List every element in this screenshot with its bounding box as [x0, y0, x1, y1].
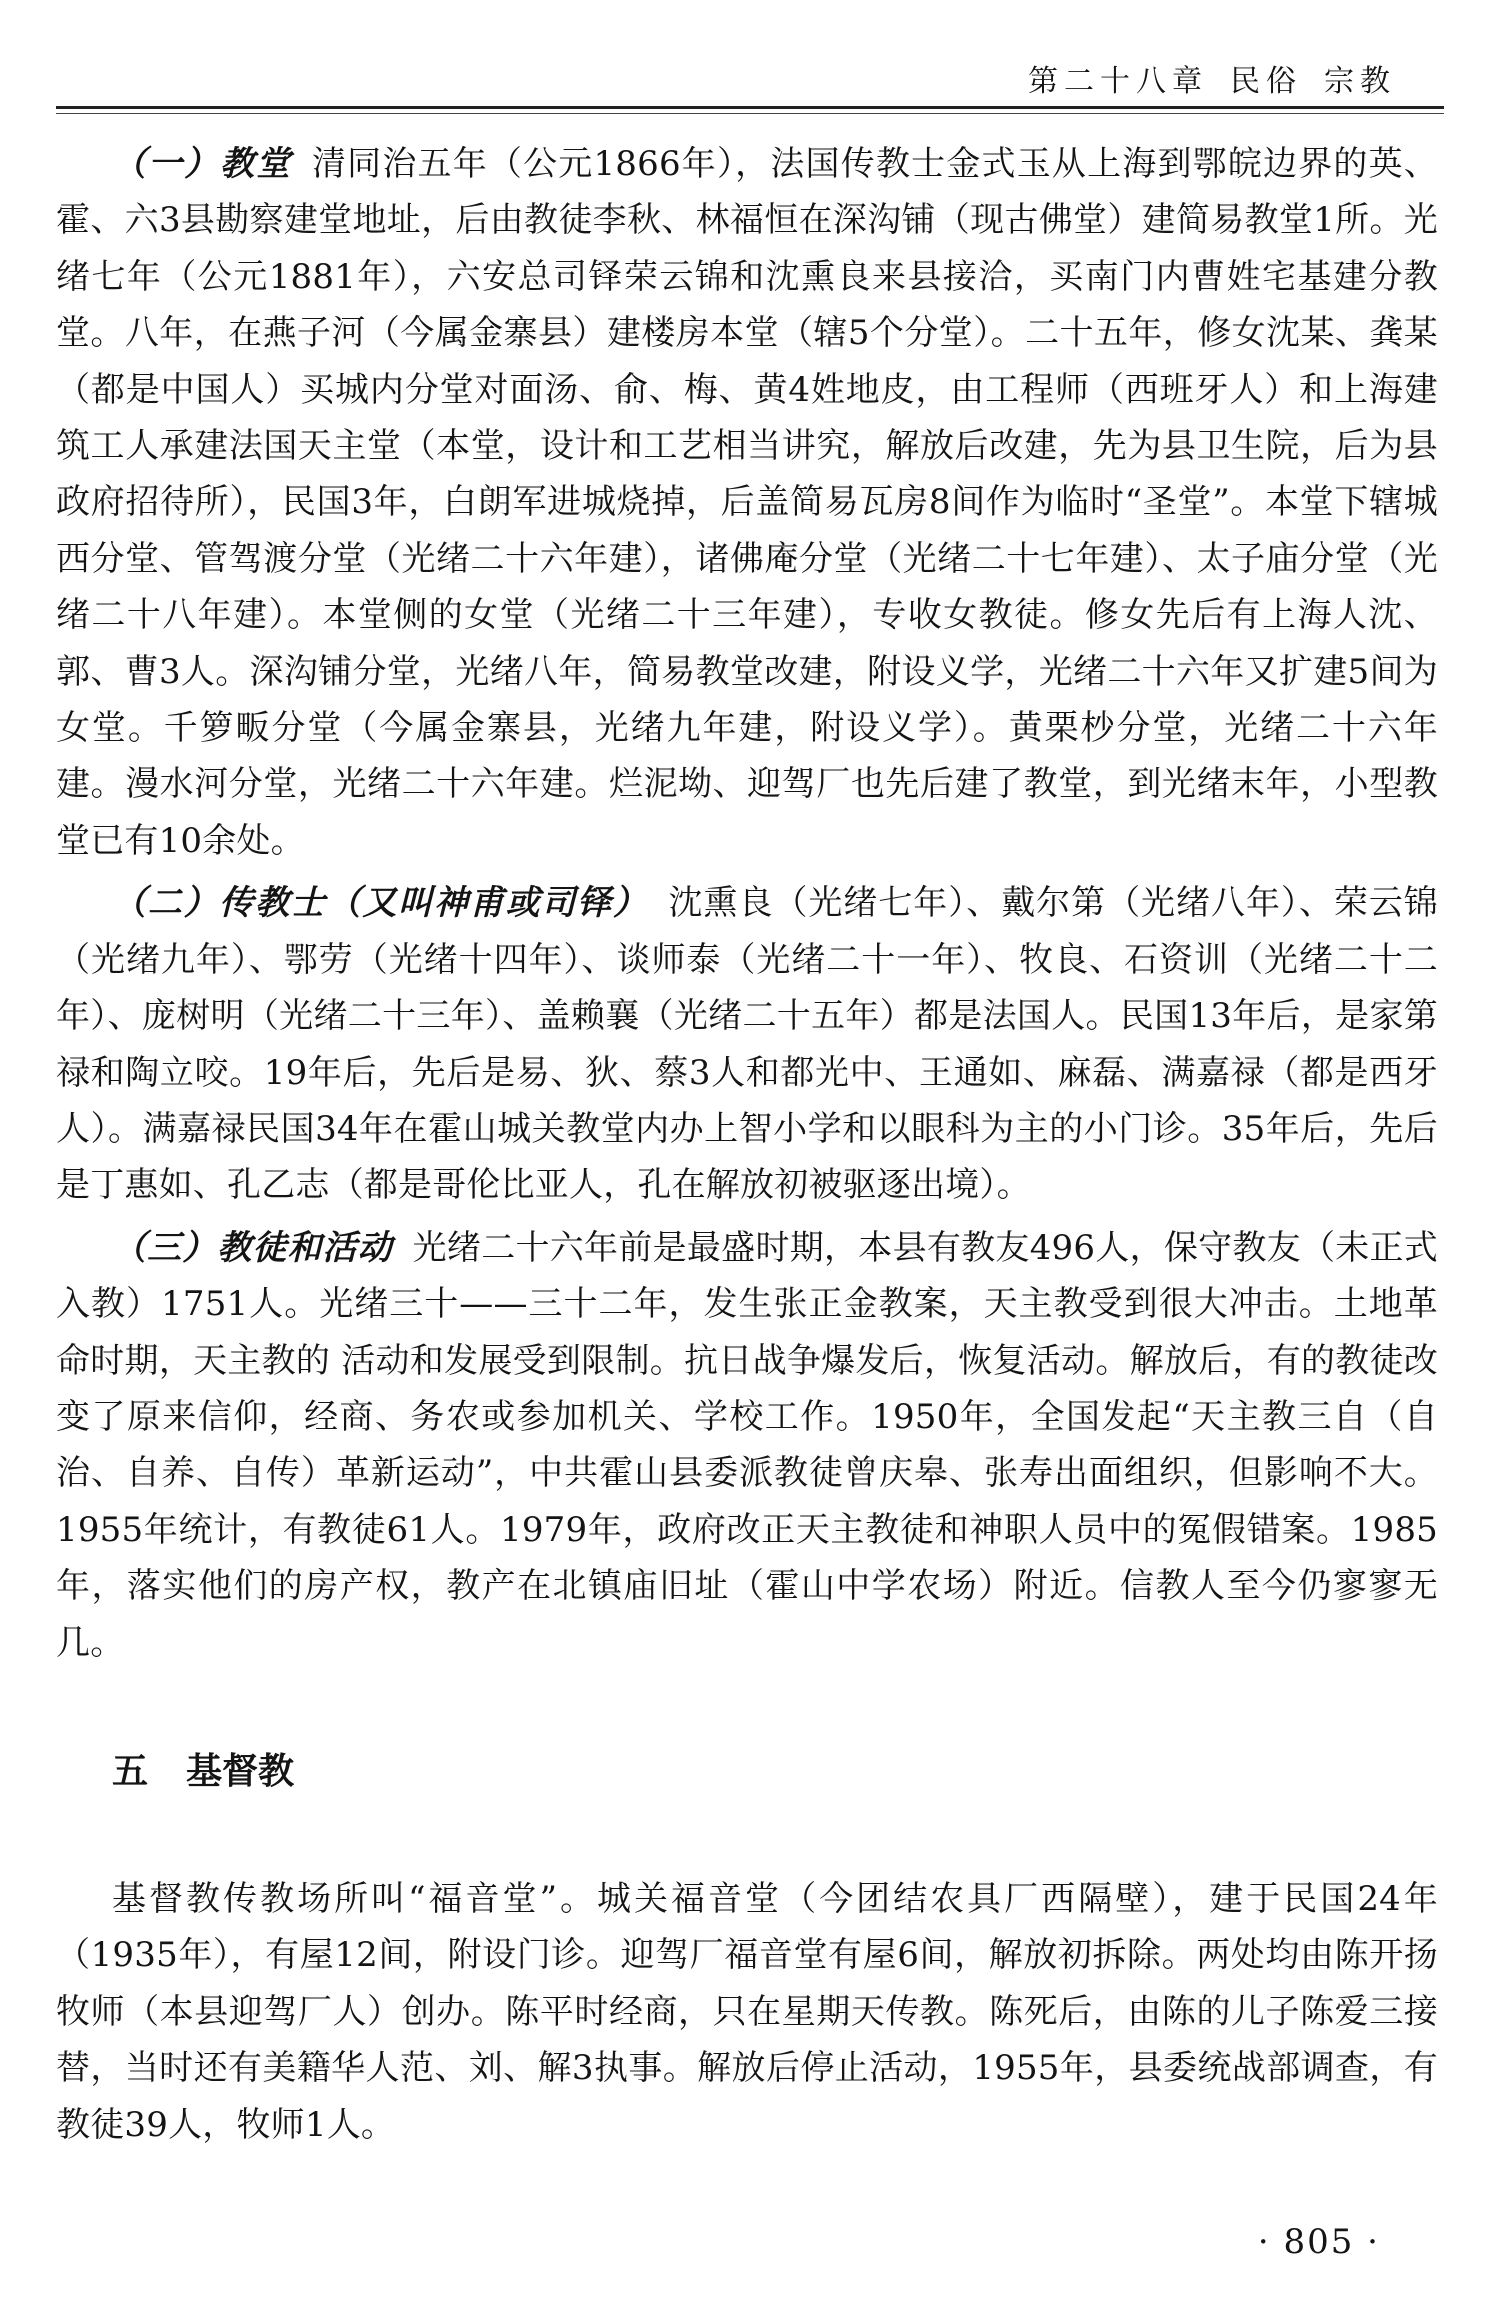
page-number: · 805 ·: [1257, 2222, 1380, 2262]
header-rule-thin: [56, 113, 1444, 114]
paragraph-label: （一）教堂: [112, 144, 292, 184]
section-title: 基督教: [186, 1749, 295, 1792]
section-heading: [56, 1743, 1438, 1799]
paragraph-churches: [56, 136, 1438, 869]
paragraph-text: 基督教传教场所叫“福音堂”。城关福音堂（今团结农具厂西隔壁），建于民国24年（1935年），有屋12间，附设门诊。迎驾厂福音堂有屋6间，解放初拆除。两处均由陈开扬牧师（本县迎驾厂人）创办。陈平时经商，只在星期天传教。陈死后，由陈的儿子陈爱三接替，当时还有美籍华人范、刘、解3执事。解放后停止活动，1955年，县委统战部调查，有教徒39人，牧师1人。: [56, 1878, 1438, 2145]
header-topic: 宗教: [1324, 64, 1396, 99]
paragraph-text: 光绪二十六年前是最盛时期，本县有教友496人，保守教友（未正式入教）1751人。光绪三十——三十二年，发生张正金教案，天主教受到很大冲击。土地革命时期，天主教的 活动和发展受到限制。抗日战争爆发后，恢复活动。解放后，有的教徒改变了原来信仰，经商、务农或参加机关、学校工作。1950年，全国发起“天主教三自（自治、自养、自传）革新运动”，中共霍山县委派教徒曾庆皋、张寿出面组织，但影响不大。1955年统计，有教徒61人。1979年，政府改正天主教徒和神职人员中的冤假错案。1985年，落实他们的房产权，教产在北镇庙旧址（霍山中学农场）附近。信教人至今仍寥寥无几。: [56, 1227, 1439, 1663]
paragraph-label: （三）教徒和活动: [112, 1227, 393, 1268]
paragraph-label: （二）传教士（又叫神甫或司铎）: [112, 883, 649, 924]
paragraph-missionaries: [56, 875, 1438, 1213]
running-header: [1006, 56, 1396, 100]
page-body: [56, 136, 1438, 2159]
header-section: 民俗: [1230, 64, 1302, 99]
section-number: 五: [112, 1749, 149, 1792]
paragraph-text: 清同治五年（公元1866年），法国传教士金式玉从上海到鄂皖边界的英、霍、六3县勘察建堂地址，后由教徒李秋、林福恒在深沟铺（现古佛堂）建简易教堂1所。光绪七年（公元1881年），六安总司铎荣云锦和沈熏良来县接洽，买南门内曹姓宅基建分教堂。八年，在燕子河（今属金寨县）建楼房本堂（辖5个分堂）。二十五年，修女沈某、龚某（都是中国人）买城内分堂对面汤、俞、梅、黄4姓地皮，由工程师（西班牙人）和上海建筑工人承建法国天主堂（本堂，设计和工艺相当讲究，解放后改建，先为县卫生院，后为县政府招待所），民国3年，白朗军进城烧掉，后盖简易瓦房8间作为临时“圣堂”。本堂下辖城西分堂、管驾渡分堂（光绪二十六年建），诸佛庵分堂（光绪二十七年建）、太子庙分堂（光绪二十八年建）。本堂侧的女堂（光绪二十三年建），专收女教徒。修女先后有上海人沈、郭、曹3人。深沟铺分堂，光绪八年，简易教堂改建，附设义学，光绪二十六年又扩建5间为女堂。千箩畈分堂（今属金寨县，光绪九年建，附设义学）。黄栗杪分堂，光绪二十六年建。漫水河分堂，光绪二十六年建。烂泥坳、迎驾厂也先后建了教堂，到光绪末年，小型教堂已有10余处。: [56, 144, 1438, 861]
header-rule-thick: [56, 106, 1444, 109]
paragraph-christianity: [56, 1871, 1438, 2153]
paragraph-text: 沈熏良（光绪七年）、戴尔第（光绪八年）、荣云锦（光绪九年）、鄂劳（光绪十四年）、谈师泰（光绪二十一年）、牧良、石资训（光绪二十二年）、庞树明（光绪二十三年）、盖赖襄（光绪二十五年）都是法国人。民国13年后，是家第禄和陶立咬。19年后，先后是易、狄、蔡3人和都光中、王通如、麻磊、满嘉禄（都是西牙人）。满嘉禄民国34年在霍山城关教堂内办上智小学和以眼科为主的小门诊。35年后，先后是丁惠如、孔乙志（都是哥伦比亚人，孔在解放初被驱逐出境）。: [56, 883, 1438, 1206]
paragraph-believers: [56, 1220, 1438, 1671]
header-chapter: 第二十八章: [1028, 64, 1208, 99]
